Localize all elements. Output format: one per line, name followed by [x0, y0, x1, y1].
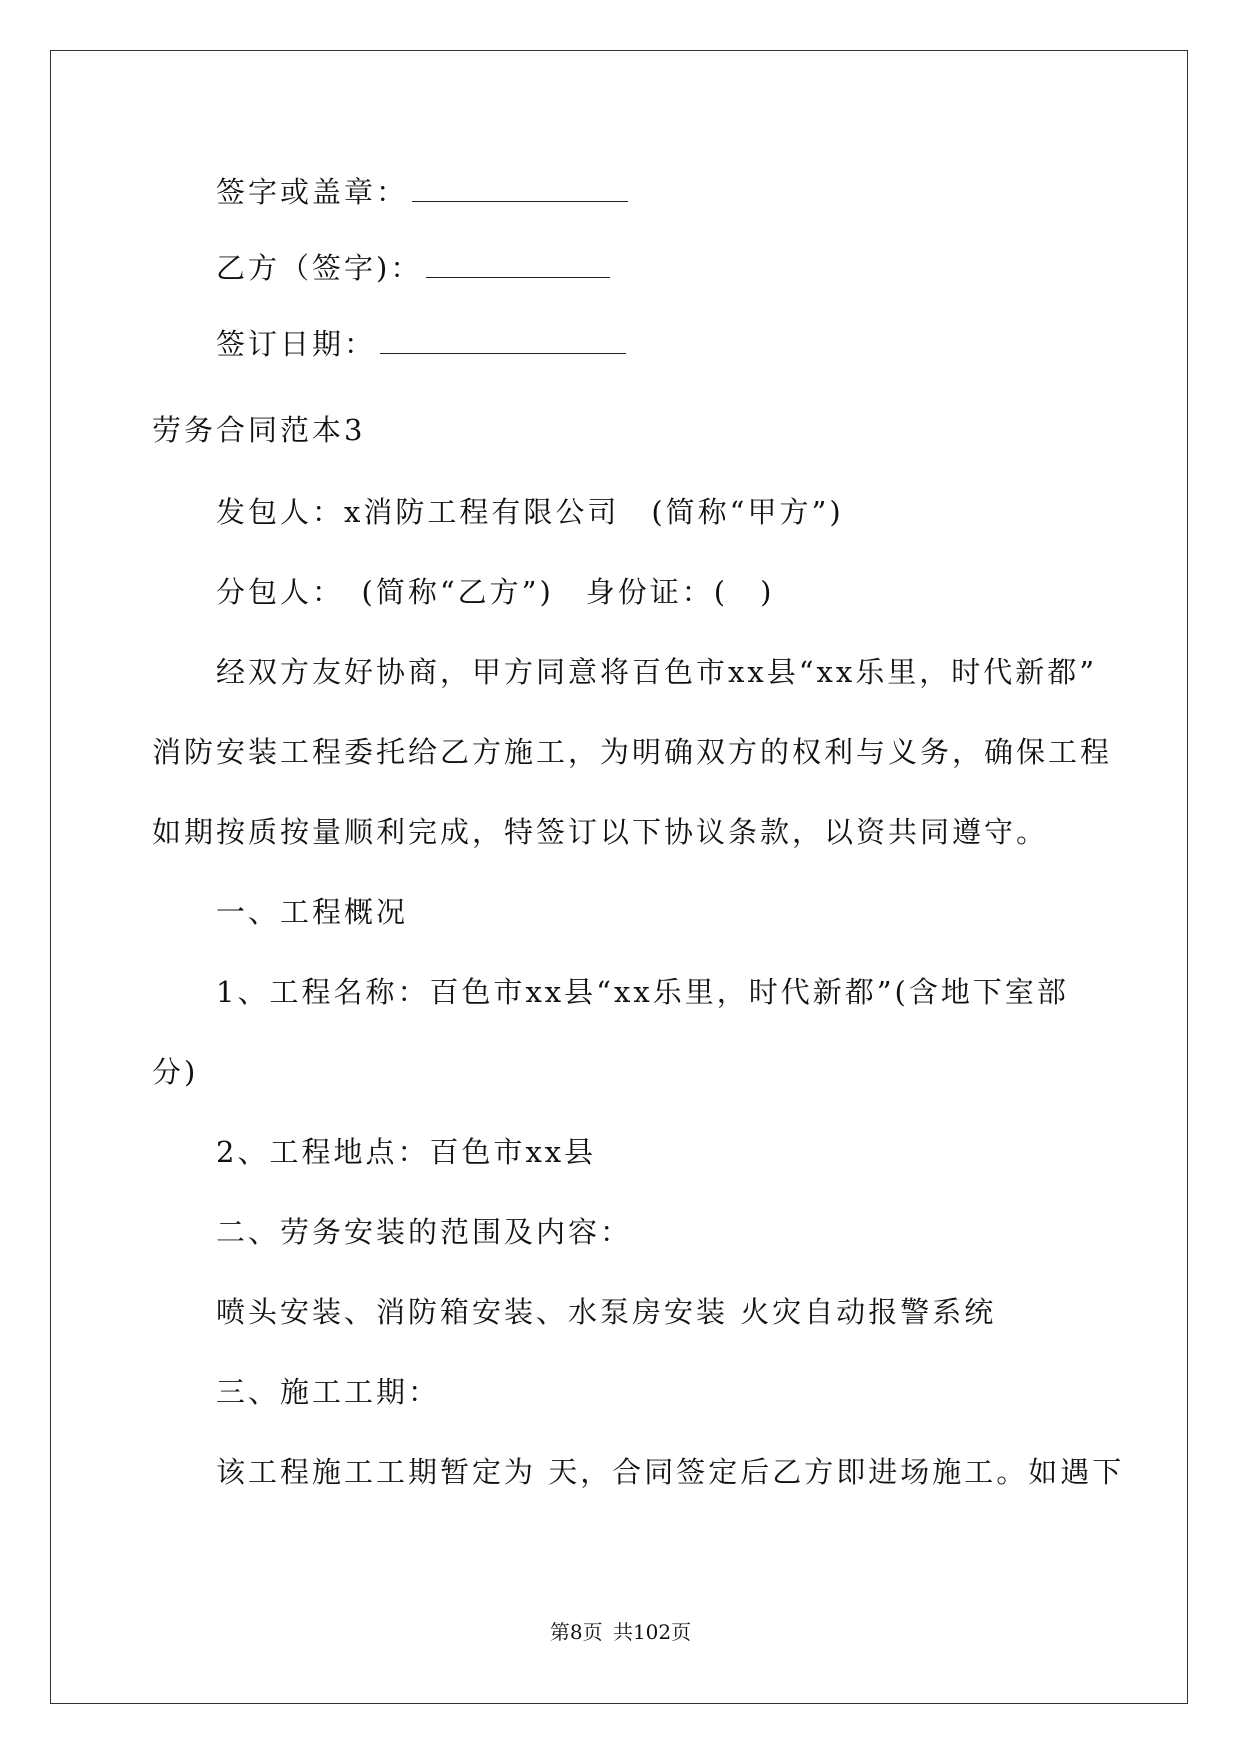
- section-heading: 一、工程概况: [216, 895, 409, 929]
- signature-blank[interactable]: [412, 173, 628, 202]
- signature-label: 签字或盖章：: [216, 175, 409, 209]
- party-b-sign-blank[interactable]: [426, 249, 610, 278]
- party-b-sign-line: [216, 248, 610, 288]
- signature-line: [216, 172, 628, 212]
- paragraph-line: 消防安装工程委托给乙方施工，为明确双方的权利与义务，确保工程: [152, 735, 1113, 769]
- project-location-line: 2、工程地点：百色市xx县: [216, 1135, 597, 1169]
- project-name-line: 1、工程名称：百色市xx县“xx乐里，时代新都”(含地下室部: [216, 975, 1069, 1009]
- paragraph-line: 如期按质按量顺利完成，特签订以下协议条款，以资共同遵守。: [152, 815, 1049, 849]
- paragraph-line: 经双方友好协商，甲方同意将百色市xx县“xx乐里，时代新都”: [216, 655, 1098, 689]
- subcontractor-line: 分包人： (简称“乙方”) 身份证：( ): [216, 575, 775, 609]
- contract-title: 劳务合同范本3: [152, 413, 366, 447]
- scope-line: 喷头安装、消防箱安装、水泵房安装 火灾自动报警系统: [216, 1295, 997, 1329]
- page-footer: [0, 1616, 1241, 1645]
- section-heading: 三、施工工期：: [216, 1375, 441, 1409]
- sign-date-line: [216, 324, 626, 364]
- section-heading: 二、劳务安装的范围及内容：: [216, 1215, 633, 1249]
- schedule-line: 该工程施工工期暂定为 天，合同签定后乙方即进场施工。如遇下: [216, 1455, 1125, 1489]
- party-b-sign-label: 乙方（签字)：: [216, 251, 423, 285]
- sign-date-label: 签订日期：: [216, 327, 377, 361]
- page-total: 共102页: [612, 1620, 692, 1644]
- page-number: 第8页: [549, 1620, 603, 1644]
- sign-date-blank[interactable]: [380, 325, 626, 354]
- project-name-cont: 分): [152, 1055, 199, 1089]
- contractor-line: 发包人：x消防工程有限公司 (简称“甲方”): [216, 495, 844, 529]
